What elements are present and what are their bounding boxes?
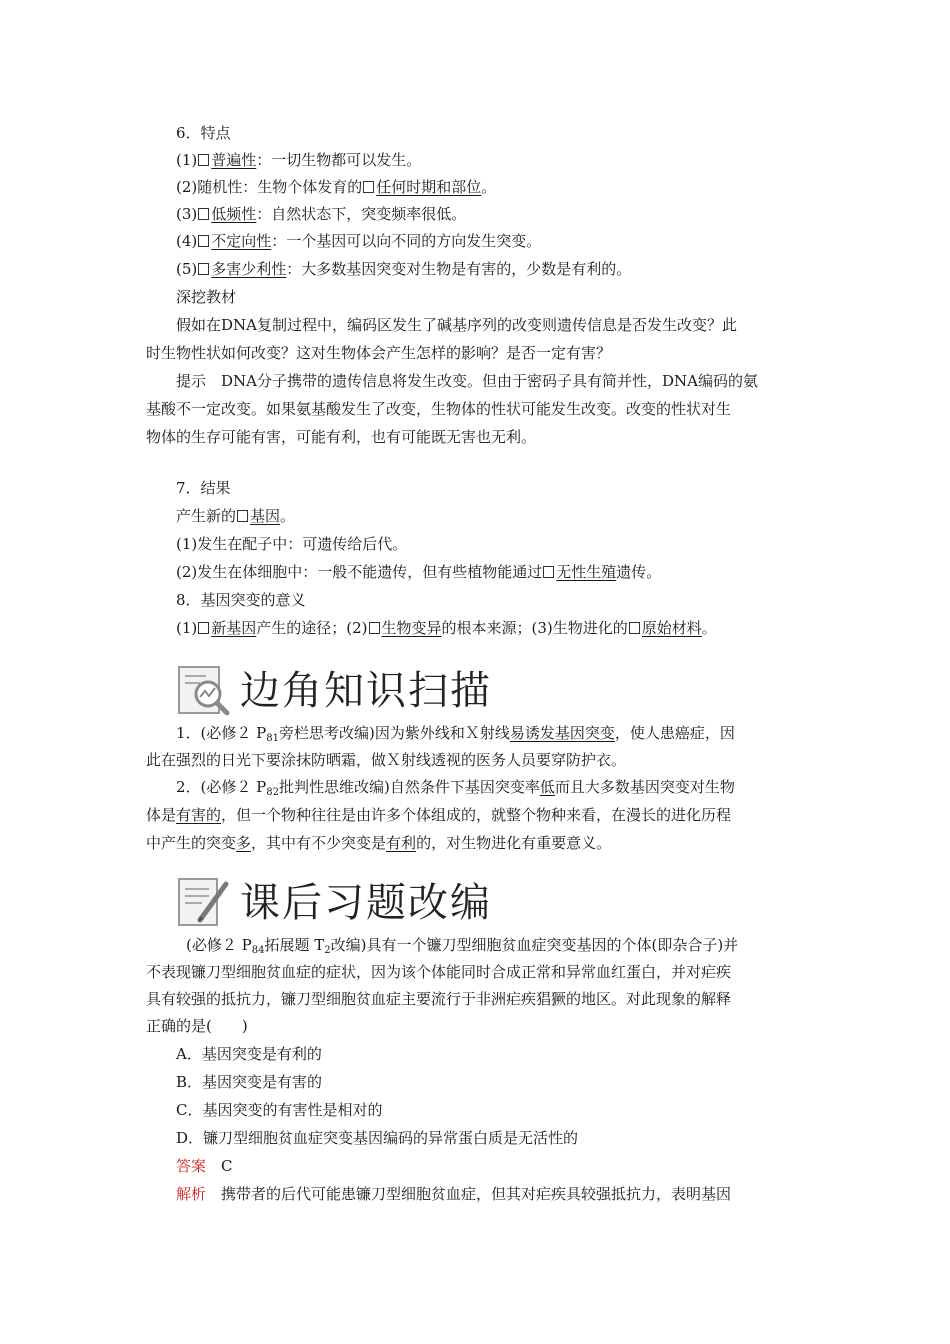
list-item: 中产生的突变多，其中有不少突变是有利的，对生物进化有重要意义。 (146, 834, 612, 852)
section-heading: 8．基因突变的意义 (176, 591, 306, 609)
hint-text: 提示 DNA分子携带的遗传信息将发生改变。但由于密码子具有简并性，DNA编码的氨 (176, 372, 758, 390)
banner-title: 边角知识扫描 (240, 668, 492, 714)
list-item: (2)发生在体细胞中：一般不能遗传，但有些植物能通过 无性生殖遗传。 (176, 563, 662, 581)
blank-box-icon (198, 208, 209, 220)
question-text: 不表现镰刀型细胞贫血症的症状，因为该个体能同时合成正常和异常血红蛋白，并对疟疾 (146, 963, 732, 981)
list-item: 此在强烈的日光下要涂抹防晒霜，做Ｘ射线透视的医务人员要穿防护衣。 (146, 751, 627, 769)
magnifier-chart-icon (176, 664, 232, 718)
question-text: 正确的是( ) (146, 1017, 248, 1035)
answer-label: 答案 (176, 1157, 207, 1175)
blank-box-icon (198, 235, 209, 247)
blank-box-icon (629, 622, 640, 634)
deep-dive-label: 深挖教材 (176, 288, 237, 306)
blank-box-icon (237, 510, 248, 522)
blank-box-icon (363, 181, 374, 193)
question-text: (必修２ $P_{84}$拓展题 $T_2$改编)具有一个镰刀型细胞贫血症突变基因的个体(即杂合子)并 (186, 936, 739, 956)
blank-box-icon (198, 154, 209, 166)
blank-box-icon (198, 263, 209, 275)
list-item: (1)发生在配子中：可遗传给后代。 (176, 535, 408, 553)
option-c: C．基因突变的有害性是相对的 (176, 1101, 383, 1119)
question-text: 时生物性状如何改变？这对生物体会产生怎样的影响？是否一定有害？ (146, 344, 612, 362)
list-item: 体是有害的，但一个物种往往是由许多个体组成的，就整个物种来看，在漫长的进化历程 (146, 806, 732, 824)
section-heading: 7．结果 (176, 479, 231, 497)
list-item: 2．(必修２ $P_{82}$批判性思维改编)自然条件下基因突变率低而且大多数基因突变对生物 (176, 778, 735, 798)
document-pen-icon (176, 876, 232, 930)
blank-box-icon (198, 622, 209, 634)
banner-title: 课后习题改编 (240, 880, 492, 926)
blank-box-icon (369, 622, 380, 634)
list-item: (2)随机性：生物个体发育的 任何时期和部位。 (176, 178, 497, 196)
list-item: 1．(必修２ $P_{81}$旁栏思考改编)因为紫外线和Ｘ射线易诱发基因突变，使人患癌症，因 (176, 724, 735, 744)
option-b: B．基因突变是有害的 (176, 1073, 323, 1091)
question-text: 具有较强的抵抗力，镰刀型细胞贫血症主要流行于非洲疟疾猖獗的地区。对此现象的解释 (146, 990, 732, 1008)
hint-text: 物体的生存可能有害，可能有利，也有可能既无害也无利。 (146, 428, 537, 446)
list-item: 产生新的 基因。 (176, 507, 296, 525)
list-item: (3) 低频性：自然状态下，突变频率很低。 (176, 205, 467, 223)
section-heading: 6．特点 (176, 124, 231, 142)
list-item: (4) 不定向性：一个基因可以向不同的方向发生突变。 (176, 232, 542, 250)
blank-box-icon (543, 566, 554, 578)
hint-text: 基酸不一定改变。如果氨基酸发生了改变，生物体的性状可能发生改变。改变的性状对生 (146, 400, 732, 418)
list-item: (1) 普遍性：一切生物都可以发生。 (176, 151, 422, 169)
analysis-label: 解析 (176, 1185, 207, 1203)
list-item: (1) 新基因产生的途径；(2) 生物变异的根本来源；(3)生物进化的 原始材料。 (176, 619, 717, 637)
question-text: 假如在DNA复制过程中，编码区发生了碱基序列的改变则遗传信息是否发生改变？此 (176, 316, 737, 334)
list-item: (5) 多害少利性：大多数基因突变对生物是有害的，少数是有利的。 (176, 260, 632, 278)
option-d: D．镰刀型细胞贫血症突变基因编码的异常蛋白质是无活性的 (176, 1129, 579, 1147)
option-a: A．基因突变是有利的 (176, 1045, 322, 1063)
answer-value: C (221, 1157, 233, 1175)
answer-line (176, 1155, 233, 1177)
analysis-line: 解析 携带者的后代可能患镰刀型细胞贫血症，但其对疟疾具较强抵抗力，表明基因 (176, 1185, 732, 1203)
